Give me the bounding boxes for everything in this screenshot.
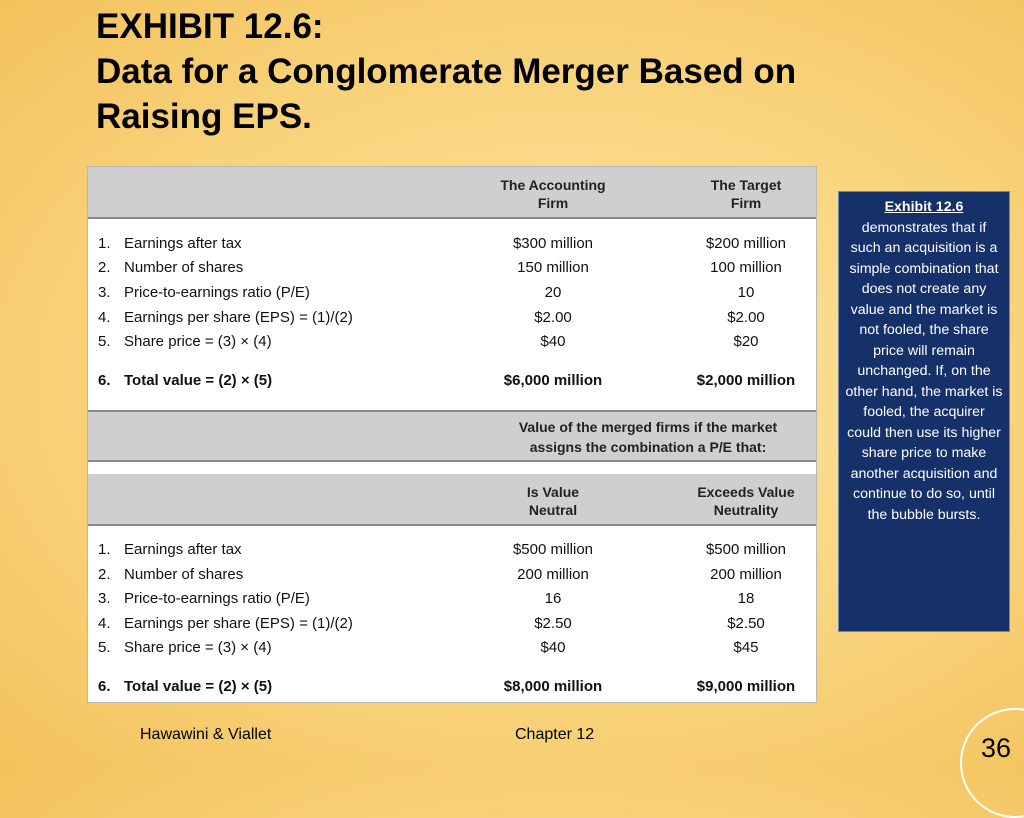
table-row: 3. Price-to-earnings ratio (P/E) 16 18 [98,590,755,607]
table-row: 5. Share price = (3) × (4) $40 $45 [98,639,759,656]
callout-text: demonstrates that if such an acquisition is a simple combination that does not create any value and the market is not fooled, the share price will remain unchanged. If, on the other hand, the market is fooled, the acquirer could then use its higher share price to make another acquisition and continue to do so, until the bubble bursts. [845,219,1003,523]
table-row: 1. Earnings after tax $300 million $200 million [98,235,787,252]
table-row: 2. Number of shares 200 million 200 million [98,566,782,583]
merged-firms-banner: Value of the merged firms if the market assigns the combination a P/E that: [518,419,778,455]
table-row: 1. Earnings after tax $500 million $500 million [98,541,787,558]
table-row: 3. Price-to-earnings ratio (P/E) 20 10 [98,284,755,301]
exhibit-table [87,166,817,703]
footer-chapter: Chapter 12 [515,726,595,743]
callout-exhibit-reference: Exhibit 12.6 [884,199,964,215]
footer-authors: Hawawini & Viallet [140,726,272,743]
column-header-target-firm: The Target Firm [710,177,782,211]
title-line-1: EXHIBIT 12.6: [96,7,324,46]
page-number: 36 [981,733,1012,763]
title-line-2: Data for a Conglomerate Merger Based on [96,52,797,91]
column-header-accounting-firm: The Accounting Firm [500,177,606,211]
table-row: 2. Number of shares 150 million 100 million [98,259,782,276]
explanation-callout [838,191,1010,632]
column-header-value-neutral: Is Value Neutral [526,484,580,518]
title-line-3: Raising EPS. [96,97,312,136]
column-header-exceeds-value-neutrality: Exceeds Value Neutrality [697,484,795,518]
table-row: 5. Share price = (3) × (4) $40 $20 [98,333,759,350]
slide-title [96,4,956,139]
table-total-row: 6. Total value = (2) × (5) $6,000 million $2,000 million [98,372,796,389]
table-row: 4. Earnings per share (EPS) = (1)/(2) $2.00 $2.00 [98,309,765,326]
table-total-row: 6. Total value = (2) × (5) $8,000 million $9,000 million [98,678,796,695]
table-row: 4. Earnings per share (EPS) = (1)/(2) $2.50 $2.50 [98,615,765,632]
